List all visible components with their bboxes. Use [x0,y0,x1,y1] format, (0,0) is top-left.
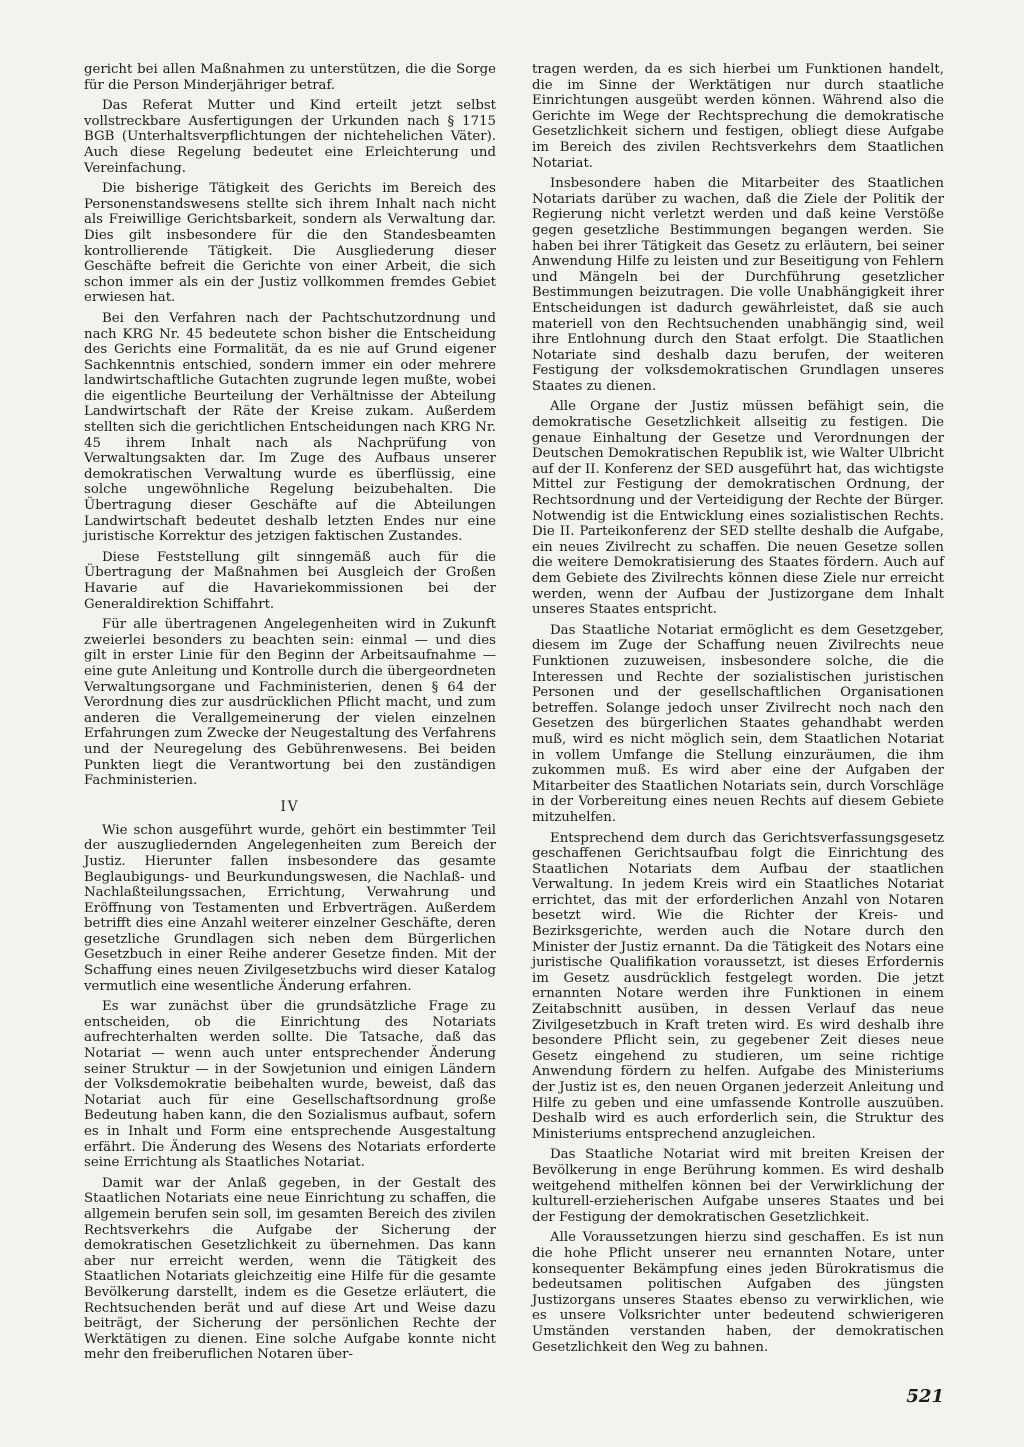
paragraph: Die bisherige Tätigkeit des Gerichts im Bereich des Personenstandswesens stellte sich ihrem Inhalt nach nicht als Freiwillige Gerichtsbarkeit, sondern als Verwaltung dar. Dies gilt insbesondere für die den Standesbeamten kontrollierende Tätigkeit. Die Ausgliederung dieser Geschäfte befreit die Gerichte von einer Arbeit, die sich schon immer als ein der Justiz vollkommen fremdes Gebiet erwiesen hat. [84,181,496,306]
paragraph: Das Staatliche Notariat ermöglicht es dem Gesetzgeber, diesem im Zuge der Schaffung neuen Zivilrechts neue Funktionen zuzuweisen, insbesondere solche, die die Interessen und Rechte der sozialistischen juristischen Personen und der gesellschaftlichen Organisationen betreffen. Solange jedoch unser Zivilrecht noch nach den Gesetzen des bürgerlichen Staates gehandhabt werden muß, wird es nicht möglich sein, dem Staatlichen Notariat in vollem Umfange die Stellung einzuräumen, die ihm zukommen muß. Es wird aber eine der Aufgaben der Mitarbeiter des Staatlichen Notariats sein, durch Vorschläge in der Vorbereitung eines neuen Rechts auf diesem Gebiete mitzuhelfen. [532,622,944,825]
paragraph: Wie schon ausgeführt wurde, gehört ein bestimmter Teil der auszugliedernden Angelegenheiten zum Bereich der Justiz. Hierunter fallen insbesondere das gesamte Beglaubigungs- und Beurkundungswesen, die Nachlaß- und Nachlaßteilungssachen, Errichtung, Verwahrung und Eröffnung von Testamenten und Erbverträgen. Außerdem betrifft dies eine Anzahl weiterer einzelner Geschäfte, deren gesetzliche Grundlagen sich neben dem Bürgerlichen Gesetzbuch in einer Reihe anderer Gesetze finden. Mit der Schaffung eines neuen Zivilgesetzbuchs wird dieser Katalog vermutlich eine wesentliche Änderung erfahren. [84,822,496,994]
paragraph: Damit war der Anlaß gegeben, in der Gestalt des Staatlichen Notariats eine neue Einrichtung zu schaffen, die allgemein berufen sein soll, im gesamten Bereich des zivilen Rechtsverkehrs die Aufgabe der Sicherung der demokratischen Gesetzlichkeit zu übernehmen. Das kann aber nur erreicht werden, wenn die Tätigkeit des Staatlichen Notariats gleichzeitig eine Hilfe für die gesamte Bevölkerung darstellt, indem es die Gesetze erläutert, die Rechtsuchenden berät und auf diese Art und Weise dazu beiträgt, der Sicherung der persönlichen Rechte der Werktätigen zu dienen. Eine solche Aufgabe konnte nicht mehr den freiberuflichen Notaren über- [84,1175,496,1363]
document-page [84,62,944,1362]
paragraph: tragen werden, da es sich hierbei um Funktionen handelt, die im Sinne der Werktätigen nur durch staatliche Einrichtungen ausgeübt werden können. Während also die Gerichte im Wege der Rechtsprechung die demokratische Gesetzlichkeit sichern und festigen, obliegt diese Aufgabe im Bereich des zivilen Rechtsverkehrs dem Staatlichen Notariat. [532,62,944,171]
paragraph: Alle Organe der Justiz müssen befähigt sein, die demokratische Gesetzlichkeit allseitig zu festigen. Die genaue Einhaltung der Gesetze und Verordnungen der Deutschen Demokratischen Republik ist, wie Walter Ulbricht auf der II. Konferenz der SED ausgeführt hat, das wichtigste Mittel zur Festigung der demokratischen Ordnung, der Rechtsordnung und der Verteidigung der Rechte der Bürger. Notwendig ist die Entwicklung eines sozialistischen Rechts. Die II. Parteikonferenz der SED stellte deshalb die Aufgabe, ein neues Zivilrecht zu schaffen. Die neuen Gesetze sollen die weitere Demokratisierung des Staates fördern. Auch auf dem Gebiete des Zivilrechts können diese Ziele nur erreicht werden, wenn der Aufbau der Justizorgane dem Inhalt unseres Staates entspricht. [532,399,944,618]
paragraph: Für alle übertragenen Angelegenheiten wird in Zukunft zweierlei besonders zu beachten sein: einmal — und dies gilt in erster Linie für den Beginn der Arbeitsaufnahme — eine gute Anleitung und Kontrolle durch die übergeordneten Verwaltungsorgane und Fachministerien, denen § 64 der Verordnung dies zur ausdrücklichen Pflicht macht, und zum anderen die Verallgemeinerung der vielen einzelnen Erfahrungen zum Zwecke der Neugestaltung des Verfahrens und der Neuregelung des Gebührenwesens. Bei beiden Punkten liegt die Verantwortung bei den zuständigen Fachministerien. [84,617,496,789]
paragraph: gericht bei allen Maßnahmen zu unterstützen, die die Sorge für die Person Minderjähriger betraf. [84,62,496,93]
page-number: 521 [906,1386,944,1407]
left-column [84,62,496,1368]
paragraph: Diese Feststellung gilt sinngemäß auch für die Übertragung der Maßnahmen bei Ausgleich der Großen Havarie auf die Havariekommissionen bei der Generaldirektion Schiffahrt. [84,549,496,612]
paragraph: Alle Voraussetzungen hierzu sind geschaffen. Es ist nun die hohe Pflicht unserer neu ernannten Notare, unter konsequenter Bekämpfung eines jeden Bürokratismus die bedeutsamen politischen Aufgaben des jüngsten Justizorgans unseres Staates ebenso zu verwirklichen, wie es unsere Volksrichter unter bedeutend schwierigeren Umständen verstanden haben, der demokratischen Gesetzlichkeit den Weg zu bahnen. [532,1230,944,1355]
section-heading: IV [280,798,300,815]
paragraph: Das Referat Mutter und Kind erteilt jetzt selbst vollstreckbare Ausfertigungen der Urkunden nach § 1715 BGB (Unterhaltsverpflichtungen der nichtehelichen Väter). Auch diese Regelung bedeutet eine Erleichterung und Vereinfachung. [84,98,496,176]
paragraph: Insbesondere haben die Mitarbeiter des Staatlichen Notariats darüber zu wachen, daß die Ziele der Politik der Regierung nicht verletzt werden und daß keine Verstöße gegen gesetzliche Bestimmungen begangen werden. Sie haben bei ihrer Tätigkeit das Gesetz zu erläutern, bei seiner Anwendung Hilfe zu leisten und zur Beseitigung von Fehlern und Mängeln bei der Durchführung gesetzlicher Bestimmungen beizutragen. Die volle Unabhängigkeit ihrer Entscheidungen ist dadurch gewährleistet, daß sie auch materiell von den Rechtsuchenden unabhängig sind, weil ihre Entlohnung durch den Staat erfolgt. Die Staatlichen Notariate sind deshalb dazu berufen, der weiteren Festigung der volksdemokratischen Grundlagen unseres Staates zu dienen. [532,176,944,394]
paragraph: Bei den Verfahren nach der Pachtschutzordnung und nach KRG Nr. 45 bedeutete schon bisher die Entscheidung des Gerichts eine Formalität, da es nie auf Grund eigener Sachkenntnis entschied, sondern immer ein oder mehrere landwirtschaftliche Gutachten zugrunde legen mußte, wobei die eigentliche Beurteilung der Verhältnisse der Abteilung Landwirtschaft der Räte der Kreise zukam. Außerdem stellten sich die gerichtlichen Entscheidungen nach KRG Nr. 45 ihrem Inhalt nach als Nachprüfung von Verwaltungsakten dar. Im Zuge des Aufbaus unserer demokratischen Verwaltung wurde es überflüssig, eine solche ungewöhnliche Regelung beizubehalten. Die Übertragung dieser Geschäfte auf die Abteilungen Landwirtschaft bedeutet deshalb letzten Endes nur eine juristische Korrektur des jetzigen faktischen Zustandes. [84,310,496,545]
paragraph: Entsprechend dem durch das Gerichtsverfassungsgesetz geschaffenen Gerichtsaufbau folgt die Einrichtung des Staatlichen Notariats dem Aufbau der staatlichen Verwaltung. In jedem Kreis wird ein Staatliches Notariat errichtet, das mit der erforderlichen Anzahl von Notaren besetzt wird. Wie die Richter der Kreis- und Bezirksgerichte, werden auch die Notare durch den Minister der Justiz ernannt. Da die Tätigkeit des Notars eine juristische Qualifikation voraussetzt, ist dieses Erfordernis im Gesetz ausdrücklich festgelegt worden. Die jetzt ernannten Notare werden ihre Funktionen in einem Zeitabschnitt ausüben, in dessen Verlauf das neue Zivilgesetzbuch in Kraft treten wird. Es wird deshalb ihre besondere Pflicht sein, zu gegebener Zeit dieses neue Gesetz eingehend zu studieren, um seine richtige Anwendung fördern zu helfen. Aufgabe des Ministeriums der Justiz ist es, den neuen Organen jederzeit Anleitung und Hilfe zu geben und eine umfassende Kontrolle auszuüben. Deshalb wird es auch erforderlich sein, die Struktur des Ministeriums entsprechend anzugleichen. [532,830,944,1142]
paragraph: Das Staatliche Notariat wird mit breiten Kreisen der Bevölkerung in enge Berührung kommen. Es wird deshalb weitgehend mithelfen können bei der Verwirklichung der kulturell-erzieherischen Aufgabe unseres Staates und bei der Festigung der demokratischen Gesetzlichkeit. [532,1147,944,1225]
paragraph: Es war zunächst über die grundsätzliche Frage zu entscheiden, ob die Einrichtung des Notariats aufrechterhalten werden sollte. Die Tatsache, daß das Notariat — wenn auch unter entsprechender Änderung seiner Struktur — in der Sowjetunion und einigen Ländern der Volksdemokratie beibehalten wurde, beweist, daß das Notariat auch für eine Gesellschaftsordnung große Bedeutung haben kann, die den Sozialismus aufbaut, sofern es in Inhalt und Form eine entsprechende Ausgestaltung erfährt. Die Änderung des Wesens des Notariats erforderte seine Errichtung als Staatliches Notariat. [84,999,496,1171]
right-column [532,62,944,1360]
